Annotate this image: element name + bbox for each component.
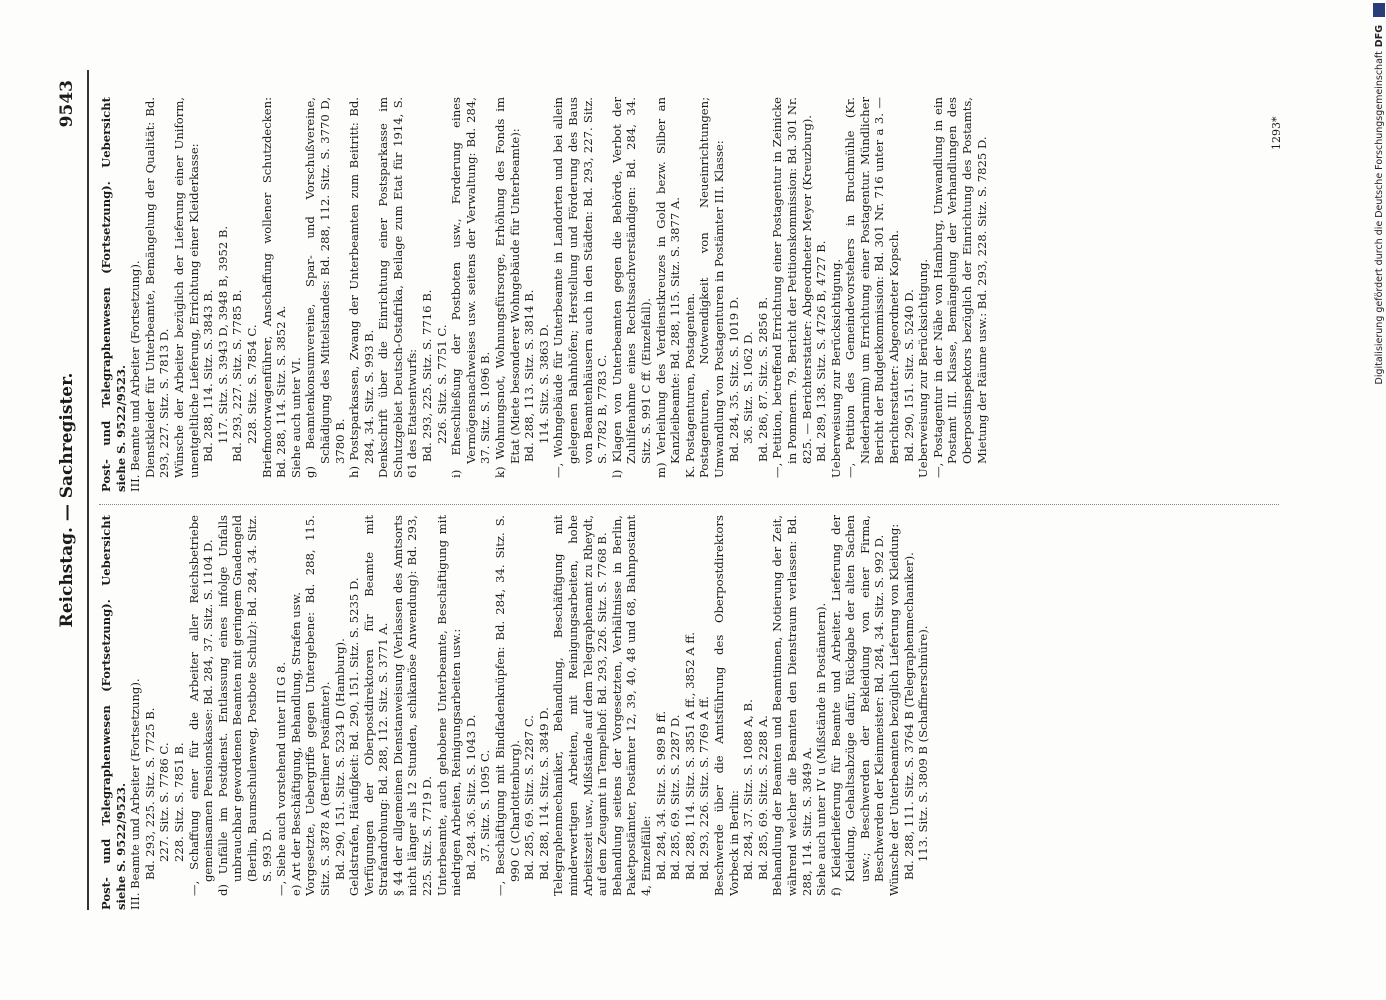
index-entry: Beschwerde über die Amtsführung des Oberpostdirektors Vorbeck in Berlin: — [711, 515, 741, 896]
index-entry: f) Kleiderlieferung für Beamte und Arbeiter. Lieferung der Kleidung, Gehaltsabzüge dafür, Rückgabe der alten Sachen usw.; Beschwerden der Bekleidung von einer Firma, Beschwerden der Kleinmeister: Bd. 284, 34. Sitz. S. 992 D. — [828, 515, 887, 896]
index-entry: Unterbeamte, auch gehobene Unterbeamte, Beschäftigung mit niedrigen Arbeiten, Reinigungsarbeiten usw.: — [434, 515, 464, 896]
index-entry: Briefmotorwagenführer, Anschaffung wollener Schutzdecken: Bd. 288, 114. Sitz. S. 3852 A. — [259, 97, 289, 478]
index-entry: Bd. 288, 114. Sitz. S. 3843 B. — [201, 289, 216, 462]
index-entry: Wünsche der Unterbeamten bezüglich Lieferung von Kleidung: — [887, 523, 902, 896]
index-entry: 37. Sitz. S. 1095 C. — [478, 749, 493, 862]
index-entry: III. Beamte und Arbeiter (Fortsetzung). — [128, 260, 143, 492]
page-header — [55, 60, 85, 940]
dfg-logo-icon — [1373, 3, 1385, 17]
index-entry: Verfügungen der Oberpostdirektoren für Beamte mit Strafandrohung: Bd. 288, 112. Sitz. S. 3771 A. — [361, 515, 391, 896]
index-entry: Bd. 284. 36. Sitz. S. 1043 D. — [463, 714, 478, 880]
index-entry: Bd. 285, 69. Sitz. S. 2288 A. — [755, 715, 770, 880]
index-entry: 113. Sitz. S. 3809 B (Schaffnerschnüre). — [916, 625, 931, 862]
signature-mark: 1293* — [1270, 116, 1283, 150]
index-entry: Siehe auch unter IV u (Mißstände in Postämtern). — [814, 602, 829, 896]
index-entry: Bd. 293, 227. Sitz. S. 7785 B. — [230, 289, 245, 462]
index-entry: —, Wohngebäude für Unterbeamte in Landorten und bei allein gelegenen Bahnhöfen; Herstellung und Förderung des Baus von Beamtenhäusern auch in den Städten: Bd. 293, 227. Sitz. S. 7782 B, 7783 C. — [551, 97, 610, 478]
index-entry: —, Petition des Gemeindevorstehers in Bruchmühle (Kr. Niederbarnim) um Errichtung einer Postagentur. Mündlicher Bericht der Budgetkommission: Bd. 301 Nr. 716 unter a 3. — Berichterstatter: Abgeordneter Kopsch. — [843, 97, 902, 478]
index-entry: —, Petition, betreffend Errichtung einer Postagentur in Zeinicke in Pommern. 79. Bericht der Petitionskommission: Bd. 301 Nr. 825. — Berichterstatter: Abgeordneter Meyer (Kreuzburg). — [770, 97, 814, 478]
index-entry: 117. Sitz. S. 3943 D, 3948 B, 3952 B. — [215, 225, 230, 444]
index-entry: 36. Sitz. S. 1062 D. — [741, 331, 756, 444]
index-entry: III. Beamte und Arbeiter (Fortsetzung). — [128, 678, 143, 910]
index-entry: Ueberweisung zur Berücksichtigung. — [828, 258, 843, 478]
index-entry: g) Beamtenkonsumvereine, Spar- und Vorschußvereine, Schädigung des Mittelstandes: Bd. 288, 112. Sitz. S. 3770 D, 3780 B. — [303, 97, 347, 478]
index-entry: Bd. 293, 226. Sitz. S. 7769 A ff. — [697, 696, 712, 880]
index-entry: 114. Sitz. S. 3863 D. — [536, 324, 551, 444]
index-entry: Bd. 289, 138. Sitz. S. 4726 B, 4727 B. — [814, 240, 829, 462]
index-entry: 228. Sitz. S. 7851 B. — [171, 742, 186, 862]
index-entry: Bd. 288, 111. Sitz. S. 3764 B (Telegraphenmechaniker). — [901, 552, 916, 880]
page-number: 9543 — [57, 80, 77, 128]
right-column — [99, 97, 989, 492]
index-entry: Bd. 293, 225. Sitz. S. 7716 B. — [420, 289, 435, 462]
index-entry: Bd. 293, 225. Sitz. S. 7725 B. — [142, 707, 157, 880]
index-entry: Telegraphenmechaniker, Behandlung, Beschäftigung mit minderwertigen Arbeiten, mit Reinigungsarbeiten, hohe Arbeitszeit usw., Mißstände auf dem Telegraphenamt zu Rheydt, auf dem Zeugamt in Tempelhof: Bd. 293, 226. Sitz. S. 7768 B. — [551, 515, 610, 896]
index-entry: —, Beschäftigung mit Bindfadenknüpfen: Bd. 284, 34. Sitz. S. 990 C (Charlottenburg). — [493, 515, 522, 896]
dfg-logo-text: DFG — [1373, 25, 1385, 48]
index-entry: Bd. 290, 151. Sitz. S. 5234 D (Hamburg). — [332, 638, 347, 880]
index-entry: Bd. 288, 113. Sitz. S. 3814 B. — [522, 289, 537, 462]
index-entry: Bd. 288, 114. Sitz. S. 3849 D. — [536, 707, 551, 880]
index-entry: d) Unfälle im Postdienst. Entlassung eines infolge Unfalls unbrauchbar gewordenen Beamten mit geringem Gnadengeld (Berlin, Baumschulenweg, Postbote Schulz): Bd. 284, 34. Sitz. S. 993 D. — [215, 515, 274, 896]
running-title: Reichstag. — Sachregister. — [57, 372, 77, 628]
index-entry: Vorgesetzte, Uebergriffe gegen Untergebene: Bd. 288, 115. Sitz. S. 3878 A (Berliner Postämter). — [303, 515, 332, 896]
index-entry: 228. Sitz. S. 7854 C. — [244, 324, 259, 444]
index-entry: Dienstkleider für Unterbeamte, Bemängelung der Qualität: Bd. 293, 227. Sitz. S. 7813 D. — [142, 97, 172, 478]
index-entry: Bd. 286, 87. Sitz. S. 2856 B. — [755, 296, 770, 462]
index-entry: 227. Sitz. S. 7786 C. — [157, 742, 172, 862]
digitization-credit — [1372, 3, 1386, 993]
index-entry: Post- und Telegraphenwesen (Fortsetzung). Uebersicht siehe S. 9522/9523. — [99, 97, 128, 492]
index-entry: Behandlung seitens der Vorgesetzten, Verhältnisse in Berlin, Paketpostämter, Postämter 12, 39, 40, 48 und 68, Bahnpostamt 4, Einzelfälle: — [609, 515, 653, 896]
index-entry: Ueberweisung zur Berücksichtigung. — [916, 258, 931, 478]
index-entry: Bd. 285, 69. Sitz. S. 2287 D. — [668, 714, 683, 880]
index-entry: Wünsche der Arbeiter bezüglich der Lieferung einer Uniform, unentgeltliche Lieferung, Errichtung einer Kleiderkasse: — [171, 97, 201, 478]
index-entry: Bd. 290, 151. Sitz. S. 5240 D. — [901, 289, 916, 462]
rotated-page — [55, 60, 1295, 940]
index-entry: Bd. 285, 69. Sitz. S. 2287 C. — [522, 715, 537, 880]
index-entry: § 44 der allgemeinen Dienstanweisung (Verlassen des Amtsorts nicht länger als 12 Stunden, schikanöse Anwendung): Bd. 293, 225. Sitz. S. 7719 D. — [390, 515, 435, 896]
index-entry: Bd. 284, 37. Sitz. S. 1088 A, B. — [741, 699, 756, 880]
index-entry: i) Eheschließung der Postboten usw., Forderung eines Vermögensnachweises usw. seitens der Verwaltung: Bd. 284, 37. Sitz. S. 1096 B. — [449, 97, 493, 478]
index-entry: m) Verleihung des Verdienstkreuzes in Gold bezw. Silber an Kanzleibeamte: Bd. 288, 115. Sitz. S. 3877 A. — [653, 97, 683, 478]
index-entry: 226. Sitz. S. 7751 C. — [434, 324, 449, 444]
column-divider — [99, 504, 1279, 505]
index-entry: e) Art der Beschäftigung, Behandlung, Strafen usw. — [288, 592, 303, 896]
index-entry: Denkschrift über die Einrichtung einer Postsparkasse im Schutzgebiet Deutsch-Ostafrika, Beilage zum Etat für 1914, S. 61 des Etatsentwurfs: — [376, 97, 420, 478]
index-entry: Siehe auch unter VI. — [288, 357, 303, 478]
index-entry: Bd. 284, 35. Sitz. S. 1019 D. — [726, 296, 741, 462]
index-entry: Bd. 284, 34. Sitz. S. 989 B ff. — [653, 710, 668, 880]
index-entry: Geldstrafen, Häufigkeit: Bd. 290, 151. Sitz. S. 5235 D. — [347, 577, 362, 896]
index-entry: l) Klagen von Unterbeamten gegen die Behörde, Verbot der Zuhilfenahme eines Rechtssachverständigen: Bd. 284, 34. Sitz. S. 991 C ff. (Einzelfall). — [609, 97, 653, 478]
index-entry: k) Wohnungsnot, Wohnungsfürsorge, Erhöhung des Fonds im Etat (Miete besonderer Wohngebäude für Unterbeamte): — [493, 97, 522, 478]
index-entry: Postagenturen, Notwendigkeit von Neueinrichtungen; Umwandlung von Postagenturen in Postämter III. Klasse: — [697, 97, 726, 478]
index-entry: Behandlung der Beamten und Beamtinnen, Notierung der Zeit, während welcher die Beamten den Dienstraum verlassen: Bd. 288, 114. Sitz. S. 3849 A. — [770, 515, 814, 896]
index-entry: —, Postagentur in der Nähe von Hamburg, Umwandlung in ein Postamt III. Klasse, Bemängelung der Verhandlungen des Oberpostinspektors bezüglich der Einrichtung des Postamts, Mietung der Räume usw.: Bd. 293, 228. Sitz. S. 7825 D. — [930, 97, 989, 478]
left-column — [99, 515, 931, 910]
index-entry: Bd. 288, 114. Sitz. S. 3851 A ff., 3852 A ff. — [682, 632, 697, 880]
header-rule — [87, 70, 89, 910]
index-entry: —, Schaffung einer für die Arbeiter aller Reichsbetriebe gemeinsamen Pensionskasse: Bd. 284, 37. Sitz. S. 1104 D. — [186, 515, 216, 896]
index-entry: —, Siehe auch vorstehend unter III G 8. — [274, 661, 289, 896]
credit-text: Digitalisierung gefördert durch die Deutsche Forschungsgemeinschaft — [1373, 51, 1385, 385]
index-entry: h) Postsparkassen, Zwang der Unterbeamten zum Beitritt: Bd. 284, 34. Sitz. S. 993 B. — [347, 97, 376, 478]
index-entry: Post- und Telegraphenwesen (Fortsetzung). Uebersicht siehe S. 9522/9523. — [99, 515, 128, 910]
index-entry: K. Postagenturen, Postagenten. — [682, 292, 697, 478]
